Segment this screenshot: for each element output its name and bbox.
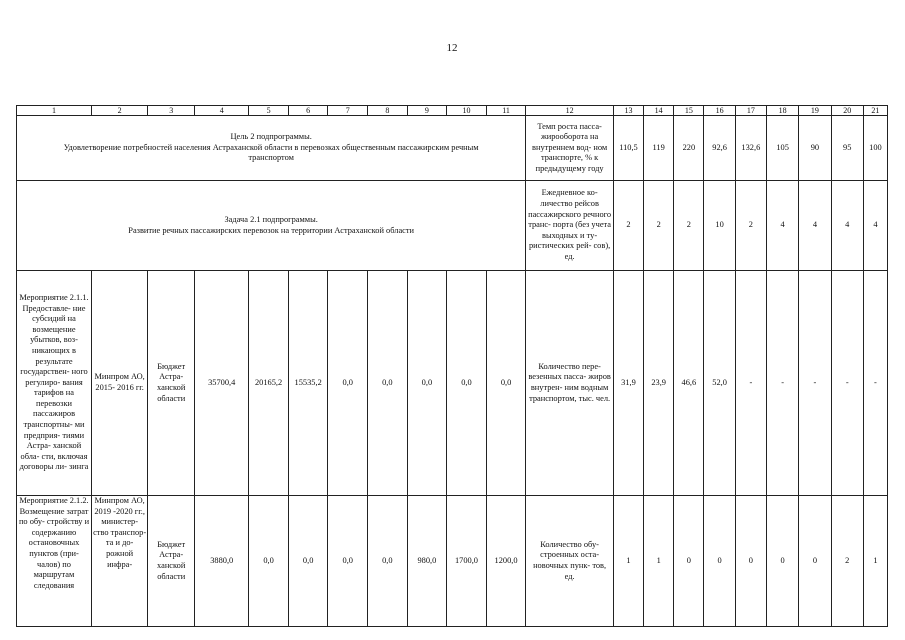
event-value: - — [766, 271, 798, 496]
event-amount: 0,0 — [328, 496, 368, 627]
header-cell: 5 — [249, 106, 289, 116]
header-cell: 8 — [368, 106, 408, 116]
event-amount: 0,0 — [328, 271, 368, 496]
event-value: 0 — [799, 496, 831, 627]
program-table — [16, 105, 888, 627]
event-source: Бюджет Астра- ханской области — [148, 496, 195, 627]
goal-text: Удовлетворение потребностей населения Астраханской области в перевозках общественным пассажирским речным транспортом — [63, 142, 479, 163]
goal-title: Цель 2 подпрограммы. — [230, 132, 312, 142]
goal-value: 105 — [766, 116, 798, 181]
task-row — [17, 181, 888, 271]
header-cell: 4 — [195, 106, 249, 116]
header-cell: 14 — [644, 106, 674, 116]
goal-value: 220 — [674, 116, 704, 181]
event-value: 0 — [766, 496, 798, 627]
event-value: - — [831, 271, 863, 496]
event-row-2-1-2 — [17, 496, 888, 627]
goal-value: 132,6 — [735, 116, 766, 181]
header-cell: 19 — [799, 106, 831, 116]
header-cell: 15 — [674, 106, 704, 116]
event-value: 0 — [674, 496, 704, 627]
event-amount: 0,0 — [447, 271, 487, 496]
task-text: Развитие речных пассажирских перевозок на территории Астраханской области — [128, 225, 415, 235]
event-value: 1 — [613, 496, 643, 627]
header-cell: 12 — [526, 106, 614, 116]
task-value: 2 — [613, 181, 643, 271]
header-cell: 9 — [407, 106, 447, 116]
task-value: 4 — [799, 181, 831, 271]
event-amount: 0,0 — [486, 271, 526, 496]
event-amount: 0,0 — [368, 496, 408, 627]
task-value: 2 — [644, 181, 674, 271]
event-value: 31,9 — [613, 271, 643, 496]
event-value: 1 — [644, 496, 674, 627]
event-value: - — [863, 271, 887, 496]
event-value: 1 — [863, 496, 887, 627]
event-indicator: Количество обу- строенных оста- новочных пунк- тов, ед. — [526, 496, 614, 627]
header-cell: 20 — [831, 106, 863, 116]
event-amount: 35700,4 — [195, 271, 249, 496]
event-value: 23,9 — [644, 271, 674, 496]
event-name: Мероприятие 2.1.2. Возмещение затрат по обу- стройству и содержанию остановочных пунктов (при- чалов) по маршрутам следования — [17, 496, 92, 627]
header-cell: 6 — [288, 106, 328, 116]
goal-value: 100 — [863, 116, 887, 181]
page-number: 12 — [446, 42, 458, 54]
event-amount: 0,0 — [368, 271, 408, 496]
event-value: 52,0 — [704, 271, 735, 496]
goal-row — [17, 116, 888, 181]
header-cell: 1 — [17, 106, 92, 116]
event-value: - — [799, 271, 831, 496]
goal-value: 119 — [644, 116, 674, 181]
header-cell: 2 — [92, 106, 148, 116]
task-value: 2 — [735, 181, 766, 271]
event-row-2-1-1 — [17, 271, 888, 496]
event-amount: 15535,2 — [288, 271, 328, 496]
event-source: Бюджет Астра- ханской области — [148, 271, 195, 496]
event-amount: 980,0 — [407, 496, 447, 627]
event-executor: Минпром АО, 2015- 2016 гг. — [92, 271, 148, 496]
event-amount: 20165,2 — [249, 271, 289, 496]
event-value: - — [735, 271, 766, 496]
event-value: 0 — [735, 496, 766, 627]
event-amount: 3880,0 — [195, 496, 249, 627]
goal-description — [17, 116, 526, 181]
goal-value: 110,5 — [613, 116, 643, 181]
event-executor: Минпром АО, 2019 -2020 гг., министер- ство транспор- та и до- рожной инфра- — [92, 496, 148, 627]
event-amount: 1700,0 — [447, 496, 487, 627]
goal-value: 95 — [831, 116, 863, 181]
header-cell: 13 — [613, 106, 643, 116]
header-cell: 18 — [766, 106, 798, 116]
event-amount: 0,0 — [407, 271, 447, 496]
header-row — [17, 106, 888, 116]
task-indicator: Ежедневное ко- личество рейсов пассажирского речного транс- порта (без учета выходных и ту- ристических рей- сов), ед. — [526, 181, 614, 271]
header-cell: 3 — [148, 106, 195, 116]
task-title: Задача 2.1 подпрограммы. — [224, 214, 318, 224]
goal-indicator: Темп роста пасса- жирооборота на внутреннем вод- ном транспорте, % к предыдущему году — [526, 116, 614, 181]
event-indicator: Количество пере- везенных пасса- жиров внутрен- ним водным транспортом, тыс. чел. — [526, 271, 614, 496]
task-value: 4 — [863, 181, 887, 271]
event-amount: 1200,0 — [486, 496, 526, 627]
event-value: 46,6 — [674, 271, 704, 496]
task-value: 4 — [766, 181, 798, 271]
header-cell: 11 — [486, 106, 526, 116]
header-cell: 10 — [447, 106, 487, 116]
header-cell: 16 — [704, 106, 735, 116]
goal-value: 92,6 — [704, 116, 735, 181]
task-value: 4 — [831, 181, 863, 271]
header-cell: 17 — [735, 106, 766, 116]
task-value: 2 — [674, 181, 704, 271]
event-value: 2 — [831, 496, 863, 627]
event-name: Мероприятие 2.1.1. Предоставле- ние субсидий на возмещение убытков, воз- никающих в результате государствен- ного регулиро- вания тарифов на перевозки пассажиров транспортны- ми предприя- тиями Астра- ханской обла- сти, включая договоры ли- зинга — [17, 271, 92, 496]
task-description — [17, 181, 526, 271]
goal-value: 90 — [799, 116, 831, 181]
event-value: 0 — [704, 496, 735, 627]
header-cell: 21 — [863, 106, 887, 116]
event-amount: 0,0 — [249, 496, 289, 627]
header-cell: 7 — [328, 106, 368, 116]
task-value: 10 — [704, 181, 735, 271]
event-amount: 0,0 — [288, 496, 328, 627]
